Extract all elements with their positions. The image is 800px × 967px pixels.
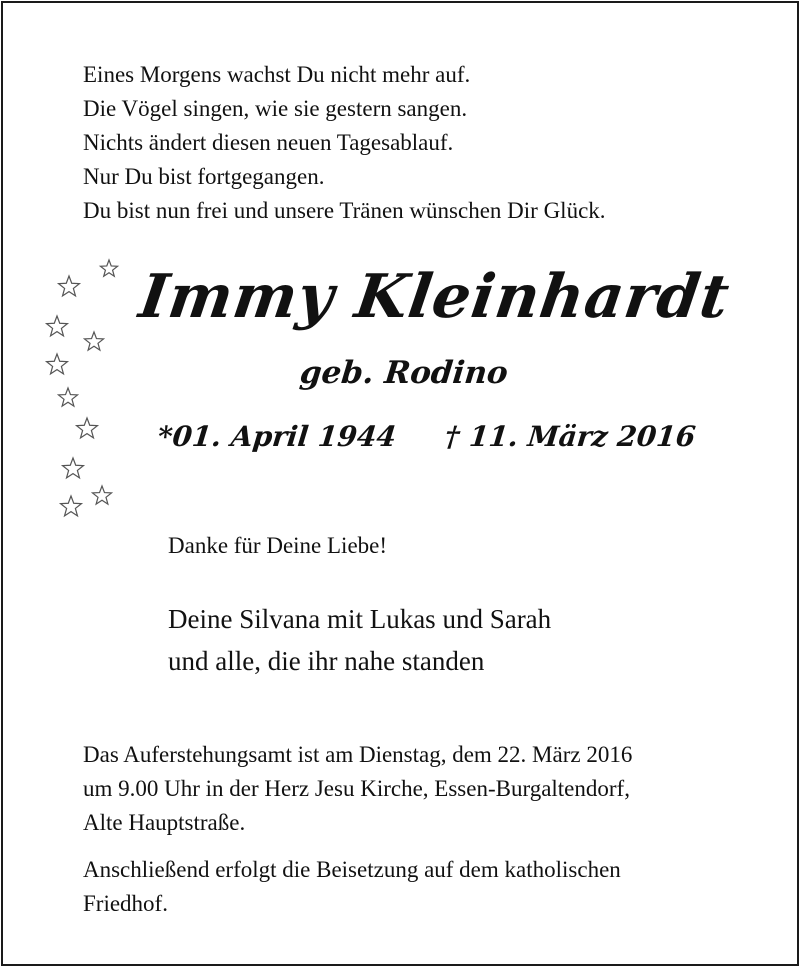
family-line: Deine Silvana mit Lukas und Sarah [168, 604, 552, 634]
star-outline-icon [84, 332, 104, 352]
family-line: und alle, die ihr nahe standen [168, 646, 485, 676]
service-line: um 9.00 Uhr in der Herz Jesu Kirche, Essen-Burgaltendorf, [83, 776, 630, 801]
service-line: Das Auferstehungsamt ist am Dienstag, dem 22. März 2016 [83, 742, 633, 767]
poem-line: Eines Morgens wachst Du nicht mehr auf. [83, 62, 471, 87]
poem-line: Du bist nun frei und unsere Tränen wünschen Dir Glück. [83, 198, 606, 223]
star-outline-icon [58, 388, 78, 408]
star-outline-icon [46, 316, 68, 338]
deceased-name: Immy Kleinhardt [135, 262, 735, 332]
family-signature [168, 598, 551, 682]
star-outline-icon [100, 260, 118, 278]
star-outline-icon [58, 276, 80, 298]
birth-name: geb. Rodino [298, 355, 510, 391]
service-line: Alte Hauptstraße. [83, 810, 246, 835]
poem-line: Nichts ändert diesen neuen Tagesablauf. [83, 130, 454, 155]
birth-date: *01. April 1944 [156, 420, 398, 453]
poem-line: Die Vögel singen, wie sie gestern sangen. [83, 96, 468, 121]
burial-line: Friedhof. [83, 891, 168, 916]
star-outline-icon [92, 486, 112, 506]
poem [83, 58, 606, 228]
burial-notice [83, 853, 621, 921]
poem-line: Nur Du bist fortgegangen. [83, 164, 325, 189]
star-outline-icon [60, 496, 82, 518]
burial-line: Anschließend erfolgt die Beisetzung auf dem katholischen [83, 857, 621, 882]
star-outline-icon [76, 418, 98, 440]
star-outline-icon [46, 354, 68, 376]
death-date: † 11. März 2016 [443, 420, 698, 453]
service-notice [83, 738, 632, 840]
star-decoration [40, 250, 140, 530]
thanks-text: Danke für Deine Liebe! [168, 533, 388, 558]
star-outline-icon [62, 458, 84, 480]
